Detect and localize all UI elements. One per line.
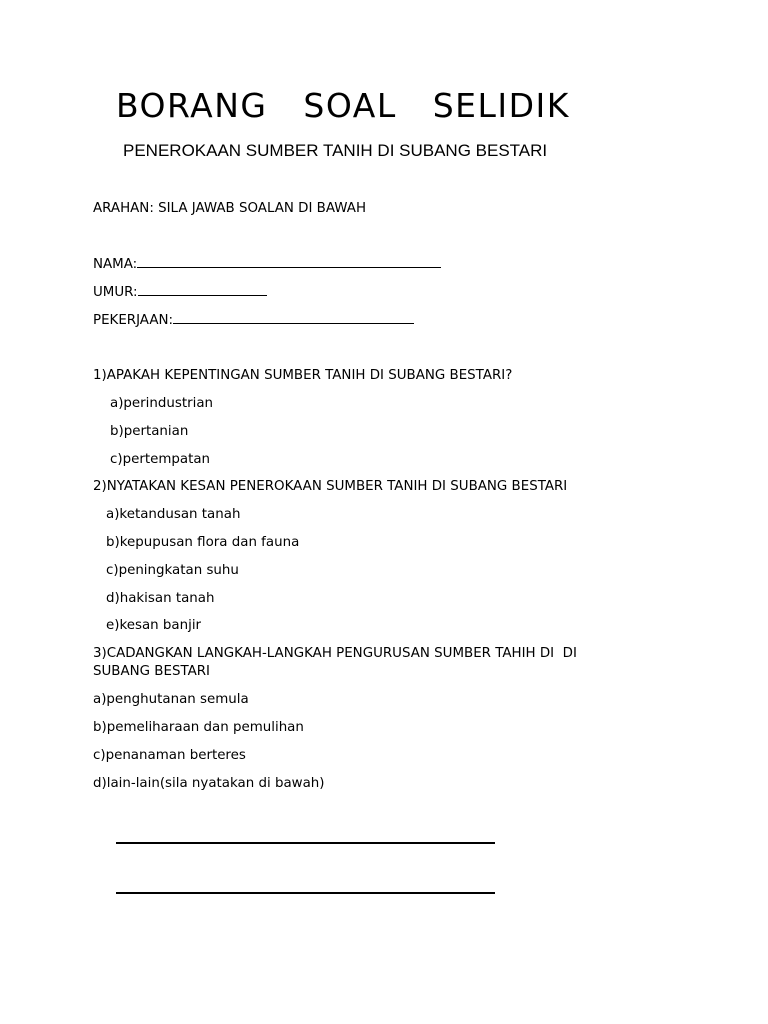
question-3-line-1: 3)CADANGKAN LANGKAH-LANGKAH PENGURUSAN SUMBER TAHIH DI DI — [93, 646, 577, 661]
q2-option-d[interactable]: d)hakisan tanah — [106, 591, 215, 606]
q3-option-b[interactable]: b)pemeliharaan dan pemulihan — [93, 720, 304, 735]
question-2: 2)NYATAKAN KESAN PENEROKAAN SUMBER TANIH DI SUBANG BESTARI — [93, 479, 568, 494]
job-field — [93, 313, 414, 328]
age-label: UMUR: — [93, 285, 138, 300]
q2-option-c[interactable]: c)peningkatan suhu — [106, 563, 239, 578]
q1-option-c[interactable]: c)pertempatan — [110, 452, 211, 467]
q3-option-c[interactable]: c)penanaman berteres — [93, 748, 246, 763]
name-field — [93, 257, 441, 272]
question-3-line-2: SUBANG BESTARI — [93, 664, 210, 679]
q3-option-a[interactable]: a)penghutanan semula — [93, 692, 249, 707]
form-subtitle: PENEROKAAN SUMBER TANIH DI SUBANG BESTARI — [123, 141, 548, 160]
name-label: NAMA: — [93, 257, 138, 272]
question-1: 1)APAKAH KEPENTINGAN SUMBER TANIH DI SUBANG BESTARI? — [93, 368, 513, 383]
instruction-text: ARAHAN: SILA JAWAB SOALAN DI BAWAH — [93, 201, 367, 216]
form-title: BORANG SOAL SELIDIK — [116, 86, 570, 125]
q2-option-a[interactable]: a)ketandusan tanah — [106, 507, 241, 522]
answer-line-2[interactable] — [116, 892, 495, 894]
answer-line-1[interactable] — [116, 842, 495, 844]
q1-option-a[interactable]: a)perindustrian — [110, 396, 214, 411]
q1-option-b[interactable]: b)pertanian — [110, 424, 189, 439]
job-input[interactable] — [173, 322, 414, 324]
q2-option-e[interactable]: e)kesan banjir — [106, 618, 202, 633]
age-input[interactable] — [138, 294, 267, 296]
q3-option-d[interactable]: d)lain-lain(sila nyatakan di bawah) — [93, 776, 325, 791]
job-label: PEKERJAAN: — [93, 313, 174, 328]
name-input[interactable] — [137, 266, 441, 268]
q2-option-b[interactable]: b)kepupusan flora dan fauna — [106, 535, 300, 550]
age-field — [93, 285, 267, 300]
